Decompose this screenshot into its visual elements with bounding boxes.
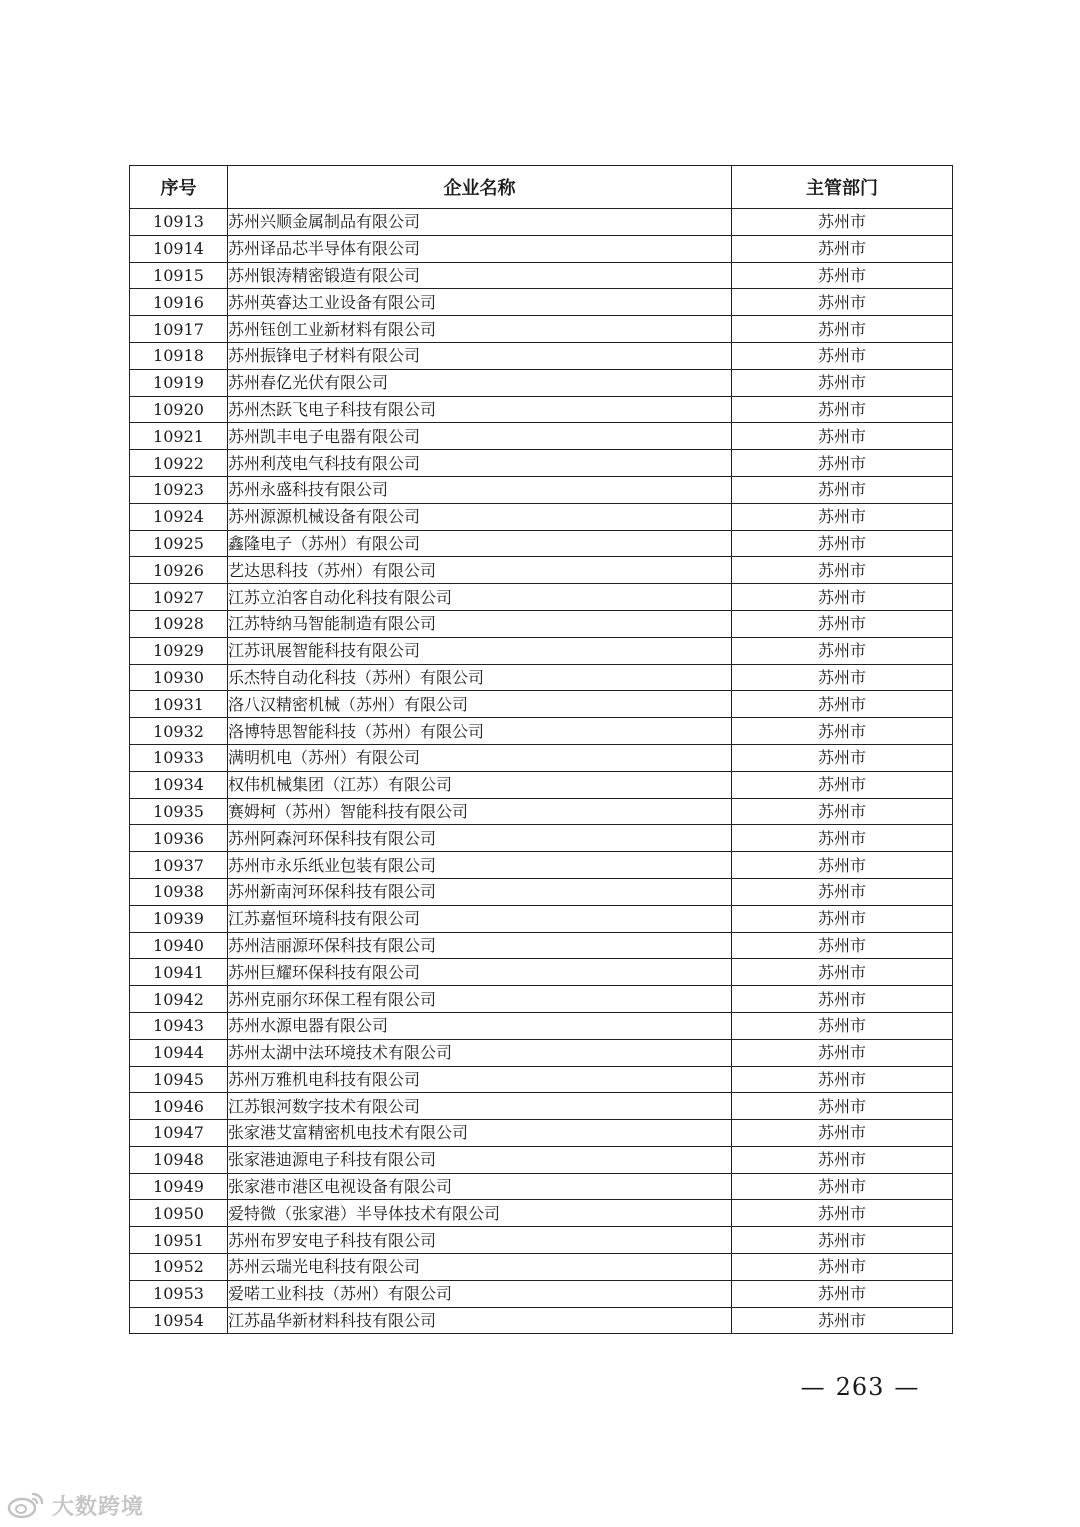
cell-company-name: 苏州利茂电气科技有限公司	[228, 450, 732, 477]
cell-department: 苏州市	[732, 396, 953, 423]
cell-company-name: 苏州永盛科技有限公司	[228, 476, 732, 503]
table-row	[130, 209, 953, 236]
table-row	[130, 450, 953, 477]
page-number-footer	[780, 1373, 940, 1401]
cell-company-name: 乐杰特自动化科技（苏州）有限公司	[228, 664, 732, 691]
table-row	[130, 1093, 953, 1120]
cell-serial-number: 10929	[130, 637, 228, 664]
cell-serial-number: 10923	[130, 476, 228, 503]
table-row	[130, 1254, 953, 1281]
cell-company-name: 苏州银涛精密锻造有限公司	[228, 262, 732, 289]
table-row	[130, 718, 953, 745]
cell-department: 苏州市	[732, 1227, 953, 1254]
cell-department: 苏州市	[732, 637, 953, 664]
cell-company-name: 苏州云瑞光电科技有限公司	[228, 1254, 732, 1281]
cell-department: 苏州市	[732, 476, 953, 503]
table-row	[130, 932, 953, 959]
cell-department: 苏州市	[732, 959, 953, 986]
cell-company-name: 苏州太湖中法环境技术有限公司	[228, 1039, 732, 1066]
cell-department: 苏州市	[732, 1039, 953, 1066]
cell-serial-number: 10940	[130, 932, 228, 959]
cell-company-name: 洛八汉精密机械（苏州）有限公司	[228, 691, 732, 718]
table-row	[130, 1307, 953, 1334]
cell-company-name: 江苏讯展智能科技有限公司	[228, 637, 732, 664]
cell-company-name: 苏州阿森河环保科技有限公司	[228, 825, 732, 852]
cell-company-name: 苏州克丽尔环保工程有限公司	[228, 986, 732, 1013]
table-row	[130, 610, 953, 637]
table-row	[130, 691, 953, 718]
cell-company-name: 苏州水源电器有限公司	[228, 1012, 732, 1039]
cell-company-name: 苏州市永乐纸业包装有限公司	[228, 852, 732, 879]
cell-company-name: 江苏特纳马智能制造有限公司	[228, 610, 732, 637]
weibo-logo-icon	[6, 1490, 46, 1520]
cell-company-name: 苏州杰跃飞电子科技有限公司	[228, 396, 732, 423]
cell-serial-number: 10920	[130, 396, 228, 423]
table-row	[130, 852, 953, 879]
cell-department: 苏州市	[732, 450, 953, 477]
cell-department: 苏州市	[732, 691, 953, 718]
cell-serial-number: 10936	[130, 825, 228, 852]
cell-company-name: 爱特微（张家港）半导体技术有限公司	[228, 1200, 732, 1227]
table-row	[130, 825, 953, 852]
table-row	[130, 637, 953, 664]
cell-serial-number: 10922	[130, 450, 228, 477]
company-list-table	[129, 165, 953, 1334]
table-row	[130, 584, 953, 611]
table-row	[130, 1120, 953, 1147]
table-row	[130, 342, 953, 369]
cell-serial-number: 10925	[130, 530, 228, 557]
table-row	[130, 396, 953, 423]
cell-company-name: 爱喏工业科技（苏州）有限公司	[228, 1280, 732, 1307]
page-number-dash-left: —	[800, 1373, 826, 1401]
cell-serial-number: 10926	[130, 557, 228, 584]
table-row	[130, 530, 953, 557]
cell-serial-number: 10938	[130, 878, 228, 905]
cell-company-name: 苏州凯丰电子电器有限公司	[228, 423, 732, 450]
cell-serial-number: 10950	[130, 1200, 228, 1227]
cell-department: 苏州市	[732, 1280, 953, 1307]
cell-department: 苏州市	[732, 1173, 953, 1200]
cell-serial-number: 10944	[130, 1039, 228, 1066]
cell-serial-number: 10927	[130, 584, 228, 611]
cell-department: 苏州市	[732, 1200, 953, 1227]
table-row	[130, 476, 953, 503]
cell-company-name: 江苏银河数字技术有限公司	[228, 1093, 732, 1120]
cell-department: 苏州市	[732, 316, 953, 343]
cell-company-name: 苏州源源机械设备有限公司	[228, 503, 732, 530]
cell-serial-number: 10932	[130, 718, 228, 745]
table-row	[130, 1012, 953, 1039]
cell-company-name: 苏州春亿光伏有限公司	[228, 369, 732, 396]
cell-department: 苏州市	[732, 503, 953, 530]
table-row	[130, 771, 953, 798]
cell-serial-number: 10924	[130, 503, 228, 530]
cell-serial-number: 10934	[130, 771, 228, 798]
cell-company-name: 张家港艾富精密机电技术有限公司	[228, 1120, 732, 1147]
cell-serial-number: 10939	[130, 905, 228, 932]
cell-department: 苏州市	[732, 771, 953, 798]
cell-department: 苏州市	[732, 825, 953, 852]
cell-department: 苏州市	[732, 664, 953, 691]
cell-department: 苏州市	[732, 1012, 953, 1039]
cell-department: 苏州市	[732, 1307, 953, 1334]
cell-department: 苏州市	[732, 986, 953, 1013]
page-number: 263	[835, 1373, 885, 1401]
table-body	[130, 209, 953, 1334]
cell-serial-number: 10941	[130, 959, 228, 986]
table-row	[130, 262, 953, 289]
cell-department: 苏州市	[732, 1066, 953, 1093]
cell-serial-number: 10915	[130, 262, 228, 289]
table-row	[130, 878, 953, 905]
cell-department: 苏州市	[732, 530, 953, 557]
cell-serial-number: 10954	[130, 1307, 228, 1334]
table-row	[130, 905, 953, 932]
cell-department: 苏州市	[732, 369, 953, 396]
cell-company-name: 艺达思科技（苏州）有限公司	[228, 557, 732, 584]
cell-department: 苏州市	[732, 423, 953, 450]
cell-company-name: 苏州洁丽源环保科技有限公司	[228, 932, 732, 959]
table-row	[130, 1280, 953, 1307]
table-row	[130, 503, 953, 530]
cell-company-name: 权伟机械集团（江苏）有限公司	[228, 771, 732, 798]
cell-company-name: 江苏嘉恒环境科技有限公司	[228, 905, 732, 932]
cell-department: 苏州市	[732, 718, 953, 745]
page-number-dash-right: —	[894, 1373, 920, 1401]
table-header-row	[130, 166, 953, 209]
cell-company-name: 苏州新南河环保科技有限公司	[228, 878, 732, 905]
cell-serial-number: 10947	[130, 1120, 228, 1147]
column-header-department: 主管部门	[732, 166, 953, 209]
cell-department: 苏州市	[732, 905, 953, 932]
cell-serial-number: 10937	[130, 852, 228, 879]
cell-serial-number: 10930	[130, 664, 228, 691]
cell-serial-number: 10916	[130, 289, 228, 316]
watermark	[6, 1489, 144, 1521]
cell-company-name: 江苏晶华新材料科技有限公司	[228, 1307, 732, 1334]
table-row	[130, 235, 953, 262]
table-row	[130, 1200, 953, 1227]
cell-company-name: 苏州英睿达工业设备有限公司	[228, 289, 732, 316]
table-row	[130, 1039, 953, 1066]
cell-company-name: 张家港市港区电视设备有限公司	[228, 1173, 732, 1200]
table-row	[130, 744, 953, 771]
cell-company-name: 苏州巨耀环保科技有限公司	[228, 959, 732, 986]
cell-company-name: 张家港迪源电子科技有限公司	[228, 1146, 732, 1173]
cell-serial-number: 10953	[130, 1280, 228, 1307]
cell-department: 苏州市	[732, 744, 953, 771]
cell-serial-number: 10945	[130, 1066, 228, 1093]
cell-department: 苏州市	[732, 584, 953, 611]
table-row	[130, 423, 953, 450]
cell-company-name: 苏州兴顺金属制品有限公司	[228, 209, 732, 236]
table-row	[130, 798, 953, 825]
cell-serial-number: 10933	[130, 744, 228, 771]
cell-company-name: 苏州钰创工业新材料有限公司	[228, 316, 732, 343]
table-row	[130, 1146, 953, 1173]
cell-department: 苏州市	[732, 209, 953, 236]
cell-serial-number: 10917	[130, 316, 228, 343]
cell-department: 苏州市	[732, 1093, 953, 1120]
table-row	[130, 959, 953, 986]
cell-serial-number: 10931	[130, 691, 228, 718]
cell-company-name: 江苏立泊客自动化科技有限公司	[228, 584, 732, 611]
table-row	[130, 557, 953, 584]
cell-department: 苏州市	[732, 1254, 953, 1281]
table-row	[130, 1066, 953, 1093]
cell-company-name: 赛姆柯（苏州）智能科技有限公司	[228, 798, 732, 825]
cell-serial-number: 10921	[130, 423, 228, 450]
cell-department: 苏州市	[732, 610, 953, 637]
cell-serial-number: 10935	[130, 798, 228, 825]
cell-department: 苏州市	[732, 798, 953, 825]
cell-department: 苏州市	[732, 289, 953, 316]
cell-serial-number: 10946	[130, 1093, 228, 1120]
cell-serial-number: 10951	[130, 1227, 228, 1254]
table-row	[130, 1227, 953, 1254]
cell-department: 苏州市	[732, 932, 953, 959]
cell-department: 苏州市	[732, 1146, 953, 1173]
cell-serial-number: 10949	[130, 1173, 228, 1200]
cell-company-name: 洛博特思智能科技（苏州）有限公司	[228, 718, 732, 745]
table-row	[130, 1173, 953, 1200]
cell-department: 苏州市	[732, 235, 953, 262]
cell-department: 苏州市	[732, 557, 953, 584]
cell-company-name: 苏州布罗安电子科技有限公司	[228, 1227, 732, 1254]
cell-company-name: 苏州万雅机电科技有限公司	[228, 1066, 732, 1093]
cell-serial-number: 10943	[130, 1012, 228, 1039]
column-header-serial-number: 序号	[130, 166, 228, 209]
column-header-company-name: 企业名称	[228, 166, 732, 209]
cell-department: 苏州市	[732, 262, 953, 289]
cell-serial-number: 10918	[130, 342, 228, 369]
watermark-text: 大数跨境	[52, 1494, 145, 1520]
cell-serial-number: 10914	[130, 235, 228, 262]
table-row	[130, 289, 953, 316]
table-row	[130, 664, 953, 691]
table-row	[130, 986, 953, 1013]
cell-serial-number: 10952	[130, 1254, 228, 1281]
cell-serial-number: 10928	[130, 610, 228, 637]
cell-serial-number: 10913	[130, 209, 228, 236]
cell-department: 苏州市	[732, 1120, 953, 1147]
cell-company-name: 苏州振锋电子材料有限公司	[228, 342, 732, 369]
cell-department: 苏州市	[732, 342, 953, 369]
cell-serial-number: 10919	[130, 369, 228, 396]
cell-department: 苏州市	[732, 852, 953, 879]
cell-serial-number: 10942	[130, 986, 228, 1013]
table-row	[130, 369, 953, 396]
table-row	[130, 316, 953, 343]
cell-department: 苏州市	[732, 878, 953, 905]
cell-company-name: 鑫隆电子（苏州）有限公司	[228, 530, 732, 557]
cell-company-name: 满明机电（苏州）有限公司	[228, 744, 732, 771]
cell-serial-number: 10948	[130, 1146, 228, 1173]
cell-company-name: 苏州译品芯半导体有限公司	[228, 235, 732, 262]
